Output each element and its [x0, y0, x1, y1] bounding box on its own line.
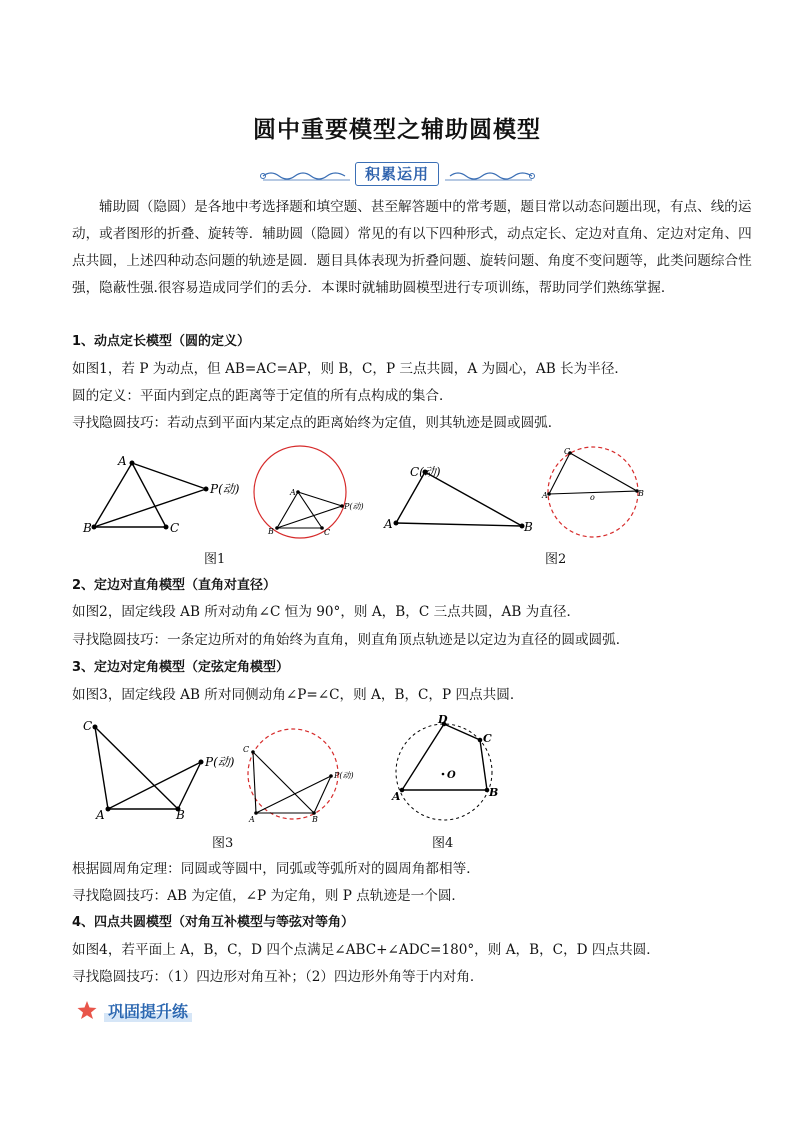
figure2-left-triangle [380, 460, 540, 535]
section1-line1: 如图1，若 P 为动点，但 AB=AC=AP，则 B，C，P 三点共圆，A 为圆心，AB 长为半径． [72, 361, 629, 377]
label-o: o [590, 493, 595, 502]
section3-line2: 根据圆周角定理：同圆或等圆中，同弧或等弧所对的圆周角都相等． [72, 861, 480, 877]
section3-line3: 寻找隐圆技巧：AB 为定值，∠P 为定角，则 P 点轨迹是一个圆． [72, 888, 466, 904]
figure1-left-triangle [78, 445, 258, 540]
label-A: A [118, 454, 127, 468]
section4-line2: 寻找隐圆技巧：（1）四边形对角互补；（2）四边形外角等于内对角． [72, 969, 484, 985]
figure3-left-diagram [78, 715, 248, 825]
section4-heading: 4、四点共圆模型（对角互补模型与等弦对等角） [72, 915, 355, 930]
label-P-moving: P(动) [205, 755, 235, 769]
label-B: B [312, 815, 318, 824]
label-B: B [524, 520, 533, 534]
section1-line2: 圆的定义：平面内到定点的距离等于定值的所有点构成的集合． [72, 388, 453, 404]
caption-figure3: 图3 [212, 836, 234, 851]
label-C: C [170, 521, 180, 535]
section2-heading: 2、定边对直角模型（直角对直径） [72, 578, 277, 593]
label-C: C [243, 745, 250, 754]
label-B: B [489, 786, 499, 799]
label-A: A [384, 517, 393, 531]
caption-figure2: 图2 [545, 552, 567, 567]
label-C: C [483, 732, 492, 745]
label-B: B [638, 489, 644, 498]
practice-section-header [76, 998, 192, 1022]
caption-figure1: 图1 [204, 552, 226, 567]
label-P-moving: P(动) [210, 482, 240, 496]
label-A: A [392, 790, 401, 803]
page-title: 圆中重要模型之辅助圆模型 [253, 117, 541, 143]
figure4-cyclic-quadrilateral [388, 712, 508, 830]
section-banner [255, 160, 540, 188]
label-B: B [176, 808, 185, 822]
label-D: D [438, 713, 448, 726]
intro-paragraph: 辅助圆（隐圆）是各地中考选择题和填空题、甚至解答题中的常考题，题目常以动态问题出现，有点、线的运动，或者图形的折叠、旋转等．辅助圆（隐圆）常见的有以下四种形式，动点定长、定边对直角、定边对定角、四点共圆，上述四种动态问题的轨迹是圆．题目具体表现为折叠问题、旋转问题、角度不变问题等，此类问题综合性强，隐蔽性强.很容易造成同学们的丢分．本课时就辅助圆模型进行专项训练，帮助同学们熟练掌握． [72, 199, 752, 296]
caption-figure4: 图4 [432, 836, 454, 851]
label-A: A [290, 488, 296, 497]
section3-heading: 3、定边对定角模型（定弦定角模型） [72, 660, 290, 675]
star-icon [76, 1000, 98, 1020]
practice-label: 巩固提升练 [104, 999, 192, 1022]
label-C-moving: C(动) [410, 465, 441, 479]
label-A: A [96, 808, 105, 822]
section2-line1: 如图2，固定线段 AB 所对动角∠C 恒为 90°，则 A，B，C 三点共圆，AB 为直径． [72, 604, 581, 620]
label-P-moving: P(动) [344, 502, 364, 511]
figure3-right-circle [236, 726, 366, 826]
label-P-moving: P(动) [334, 771, 354, 780]
section3-line1: 如图3，固定线段 AB 所对同侧动角∠P=∠C，则 A，B，C，P 四点共圆． [72, 687, 524, 703]
banner-label: 积累运用 [355, 162, 439, 186]
label-B: B [83, 521, 92, 535]
section4-line1: 如图4，若平面上 A，B，C，D 四个点满足∠ABC+∠ADC=180°，则 A，B，C，D 四点共圆． [72, 942, 660, 958]
section1-heading: 1、动点定长模型（圆的定义） [72, 334, 251, 349]
figure2-right-circle [540, 440, 650, 540]
label-C: C [324, 528, 331, 537]
label-A: A [249, 815, 255, 824]
section1-line3: 寻找隐圆技巧：若动点到平面内某定点的距离始终为定值，则其轨迹是圆或圆弧． [72, 415, 562, 431]
label-A: A [542, 491, 548, 500]
section2-line2: 寻找隐圆技巧：一条定边所对的角始终为直角，则直角顶点轨迹是以定边为直径的圆或圆弧． [72, 632, 630, 648]
label-C: C [564, 447, 571, 456]
label-O: O [447, 770, 456, 781]
label-C: C [83, 719, 93, 733]
label-B: B [268, 527, 274, 536]
figure1-right-circle [250, 440, 364, 545]
